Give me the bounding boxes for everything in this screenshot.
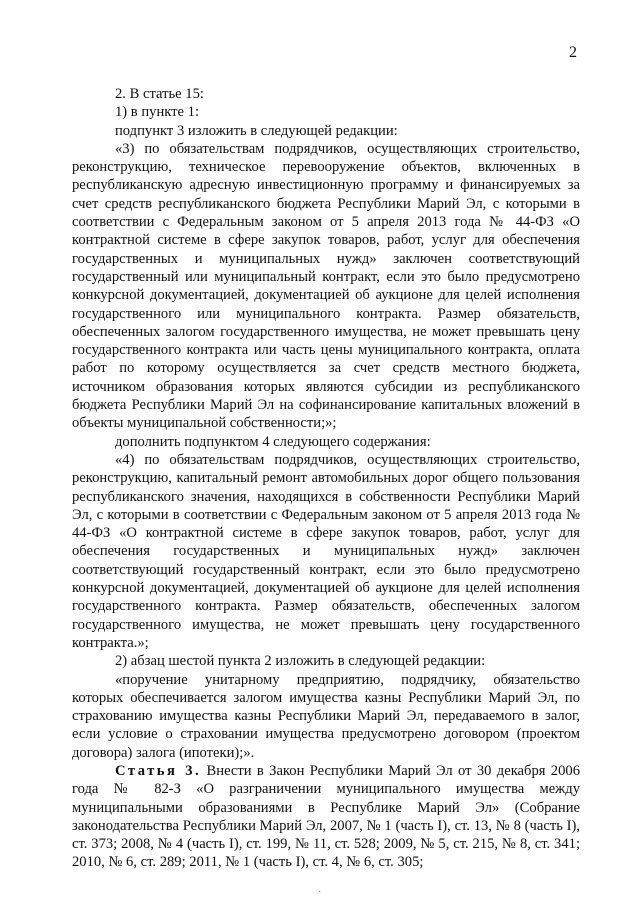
paragraph-subitem3-intro: подпункт 3 изложить в следующей редакции:	[115, 122, 398, 139]
paragraph-item2-text: «поручение унитарному предприятию, подрядчику, обязательство которых обеспечивается залогом имущества казны Республики Марий Эл, по страхованию имущества казны Республики Марий Эл, передаваемого в залог, если условие о страховании имущества предусмотрено договором (проектом договора) залога (ипотеки);».	[72, 671, 580, 761]
paragraph-item1-heading: 1) в пункте 1:	[115, 104, 200, 121]
article3-label: Статья 3.	[115, 762, 202, 779]
article3-text: Внести в Закон Республики Марий Эл от 30 декабря 2006 года № 82-З «О разграничении муниципального имущества между муниципальными образованиями в Республике Марий Эл» (Собрание законодательства Республики Марий Эл, 2007, № 1 (часть I), ст. 13, № 8 (часть I), ст. 373; 2008, № 4 (часть I), ст. 199, № 11, ст. 528; 2009, № 5, ст. 215, № 8, ст. 341; 2010, № 6, ст. 289; 2011, № 1 (часть I), ст. 4, № 6, ст. 305;	[72, 762, 580, 871]
document-body	[72, 85, 580, 872]
paragraph-item2-intro: 2) абзац шестой пункта 2 изложить в следующей редакции:	[115, 653, 486, 670]
footer-mark: ·	[318, 887, 322, 898]
paragraph-subitem4-intro: дополнить подпунктом 4 следующего содержания:	[115, 433, 431, 450]
paragraph-subitem4-text: «4) по обязательствам подрядчиков, осуществляющих строительство, реконструкцию, капитальный ремонт автомобильных дорог общего пользования республиканского значения, находящихся в собственности Республики Марий Эл, с которыми в соответствии с Федеральным законом от 5 апреля 2013 года № 44-ФЗ «О контрактной системе в сфере закупок товаров, работ, услуг для обеспечения государственных и муниципальных нужд» заключен соответствующий государственный контракт, если это было предусмотрено конкурсной документацией, документацией об аукционе для целей исполнения государственного контракта. Размер обязательств, обеспеченных залогом государственного имущества, не может превышать цену государственного контракта.»;	[72, 451, 580, 651]
page-number: 2	[569, 44, 577, 61]
paragraph-article3	[72, 762, 580, 872]
paragraph-article15-heading: 2. В статье 15:	[115, 86, 204, 102]
paragraph-subitem3-text: «3) по обязательствам подрядчиков, осуществляющих строительство, реконструкцию, техническое перевооружение объектов, включенных в республиканскую адресную инвестиционную программу и финансируемых за счет средств республиканского бюджета Республики Марий Эл, с которыми в соответствии с Федеральным законом от 5 апреля 2013 года № 44-ФЗ «О контрактной системе в сфере закупок товаров, работ, услуг для обеспечения государственных и муниципальных нужд» заключен соответствующий государственный или муниципальный контракт, если это было предусмотрено конкурсной документацией, документацией об аукционе для целей исполнения государственного или муниципального контракта. Размер обязательств, обеспеченных залогом государственного имущества, не может превышать цену государственного контракта или часть цены муниципального контракта, оплата работ по которому осуществляется за счет средств местного бюджета, источником образования которых являются субсидии из республиканского бюджета Республики Марий Эл на софинансирование капитальных вложений в объекты муниципальной собственности;»;	[72, 140, 580, 432]
